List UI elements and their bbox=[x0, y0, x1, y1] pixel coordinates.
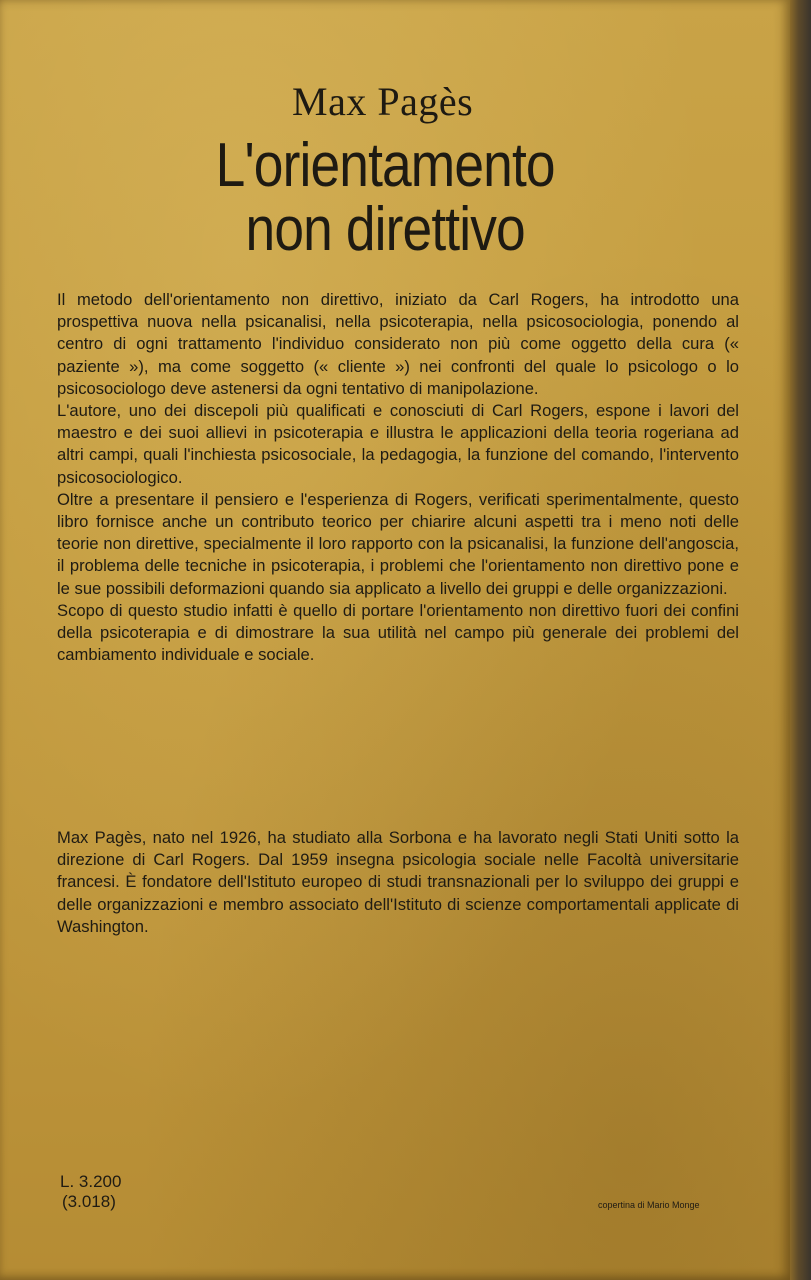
description-text bbox=[57, 289, 739, 666]
author-bio bbox=[57, 827, 739, 938]
price-block bbox=[60, 1172, 121, 1212]
description-paragraph-3: Oltre a presentare il pensiero e l'esperienza di Rogers, verificati sperimentalmente, questo libro fornisce anche un contributo teorico per chiarire alcuni aspetti tra i meno noti delle teorie non direttive, specialmente il loro rapporto con la psicanalisi, la funzione dell'angoscia, il problema delle tecniche in psicoterapia, i problemi che l'orientamento non direttivo pone e le sue possibili deformazioni quando sia applicato a livello dei gruppi e delle organizzazioni. bbox=[57, 489, 739, 598]
price-code: (3.018) bbox=[62, 1192, 116, 1211]
price-amount: L. 3.200 bbox=[60, 1172, 122, 1191]
author-name: Max Pagès bbox=[292, 79, 474, 124]
book-spine-edge bbox=[790, 0, 811, 1280]
description-paragraph-4: Scopo di questo studio infatti è quello di portare l'orientamento non direttivo fuori dei confini della psicoterapia e di dimostrare la sua utilità nel campo più generale dei problemi del cambiamento individuale e sociale. bbox=[57, 600, 739, 665]
description-paragraph-2: L'autore, uno dei discepoli più qualificati e conosciuti di Carl Rogers, espone i lavori del maestro e dei suoi allievi in psicoterapia e illustra le applicazioni della teoria rogeriana ad altri campi, quali l'inchiesta psicosociale, la pedagogia, la funzione del comando, l'intervento psicosociologico. bbox=[57, 401, 739, 487]
author-bio-paragraph: Max Pagès, nato nel 1926, ha studiato alla Sorbona e ha lavorato negli Stati Uniti sotto la direzione di Carl Rogers. Dal 1959 insegna psicologia sociale nelle Facoltà universitarie francesi. È fondatore dell'Istituto europeo di studi transnazionali per lo sviluppo dei gruppi e delle organizzazioni e membro associato dell'Istituto di scienze comportamentali applicate di Washington. bbox=[57, 828, 739, 936]
title-line-2: non direttivo bbox=[245, 195, 525, 264]
cover-credit: copertina di Mario Monge bbox=[598, 1200, 700, 1210]
book-title bbox=[196, 131, 574, 264]
description-paragraph-1: Il metodo dell'orientamento non direttivo, iniziato da Carl Rogers, ha introdotto una prospettiva nuova nella psicanalisi, nella psicoterapia, nella psicosociologia, ponendo al centro di ogni trattamento l'individuo considerato non più come oggetto della cura (« paziente »), ma come soggetto (« cliente ») nei confronti del quale lo psicologo o lo psicosociologo deve astenersi da ogni tentativo di manipolazione. bbox=[57, 290, 739, 398]
title-line-1: L'orientamento bbox=[215, 131, 555, 200]
